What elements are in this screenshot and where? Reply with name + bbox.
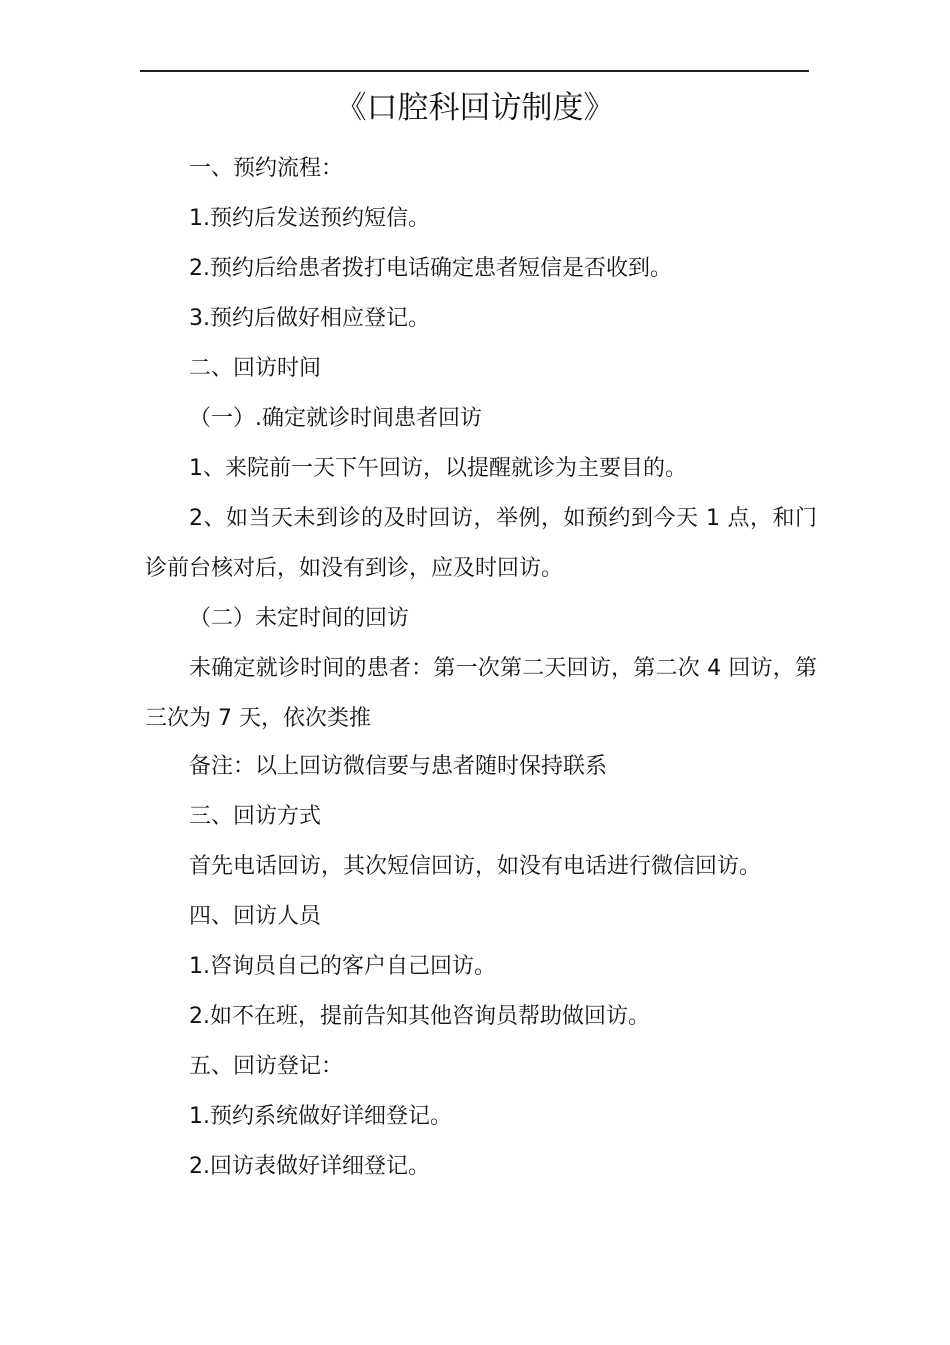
section-heading-followup-registration: 五、回访登记： [189, 1054, 344, 1079]
confirmed-time-item-1: 1、来院前一天下午回访，以提醒就诊为主要目的。 [189, 456, 687, 481]
section-heading-appointment-process: 一、预约流程： [189, 156, 344, 181]
subsection-heading-confirmed-time: （一）.确定就诊时间患者回访 [189, 406, 482, 431]
appointment-step-3: 3.预约后做好相应登记。 [189, 306, 430, 331]
followup-staff-item-2: 2.如不在班，提前告知其他咨询员帮助做回访。 [189, 1004, 650, 1029]
subsection-heading-unconfirmed-time: （二）未定时间的回访 [189, 606, 410, 631]
section-heading-followup-staff: 四、回访人员 [189, 904, 322, 929]
confirmed-time-item-2: 2、如当天未到诊的及时回访，举例，如预约到今天 1 点，和门诊前台核对后，如没有到诊，应及时回访。 [145, 506, 817, 581]
registration-item-1: 1.预约系统做好详细登记。 [189, 1104, 452, 1129]
header-rule [140, 70, 809, 72]
unconfirmed-time-item: 未确定就诊时间的患者：第一次第二天回访，第二次 4 回访，第三次为 7 天，依次类推 [145, 656, 817, 731]
followup-staff-item-1: 1.咨询员自己的客户自己回访。 [189, 954, 496, 979]
remark-note: 备注：以上回访微信要与患者随时保持联系 [189, 754, 608, 779]
document-title: 《口腔科回访制度》 [335, 90, 615, 126]
appointment-step-2: 2.预约后给患者拨打电话确定患者短信是否收到。 [189, 256, 672, 281]
section-heading-followup-time: 二、回访时间 [189, 356, 322, 381]
followup-method-text: 首先电话回访，其次短信回访，如没有电话进行微信回访。 [189, 854, 762, 879]
registration-item-2: 2.回访表做好详细登记。 [189, 1154, 430, 1179]
section-heading-followup-method: 三、回访方式 [189, 804, 322, 829]
appointment-step-1: 1.预约后发送预约短信。 [189, 206, 430, 231]
